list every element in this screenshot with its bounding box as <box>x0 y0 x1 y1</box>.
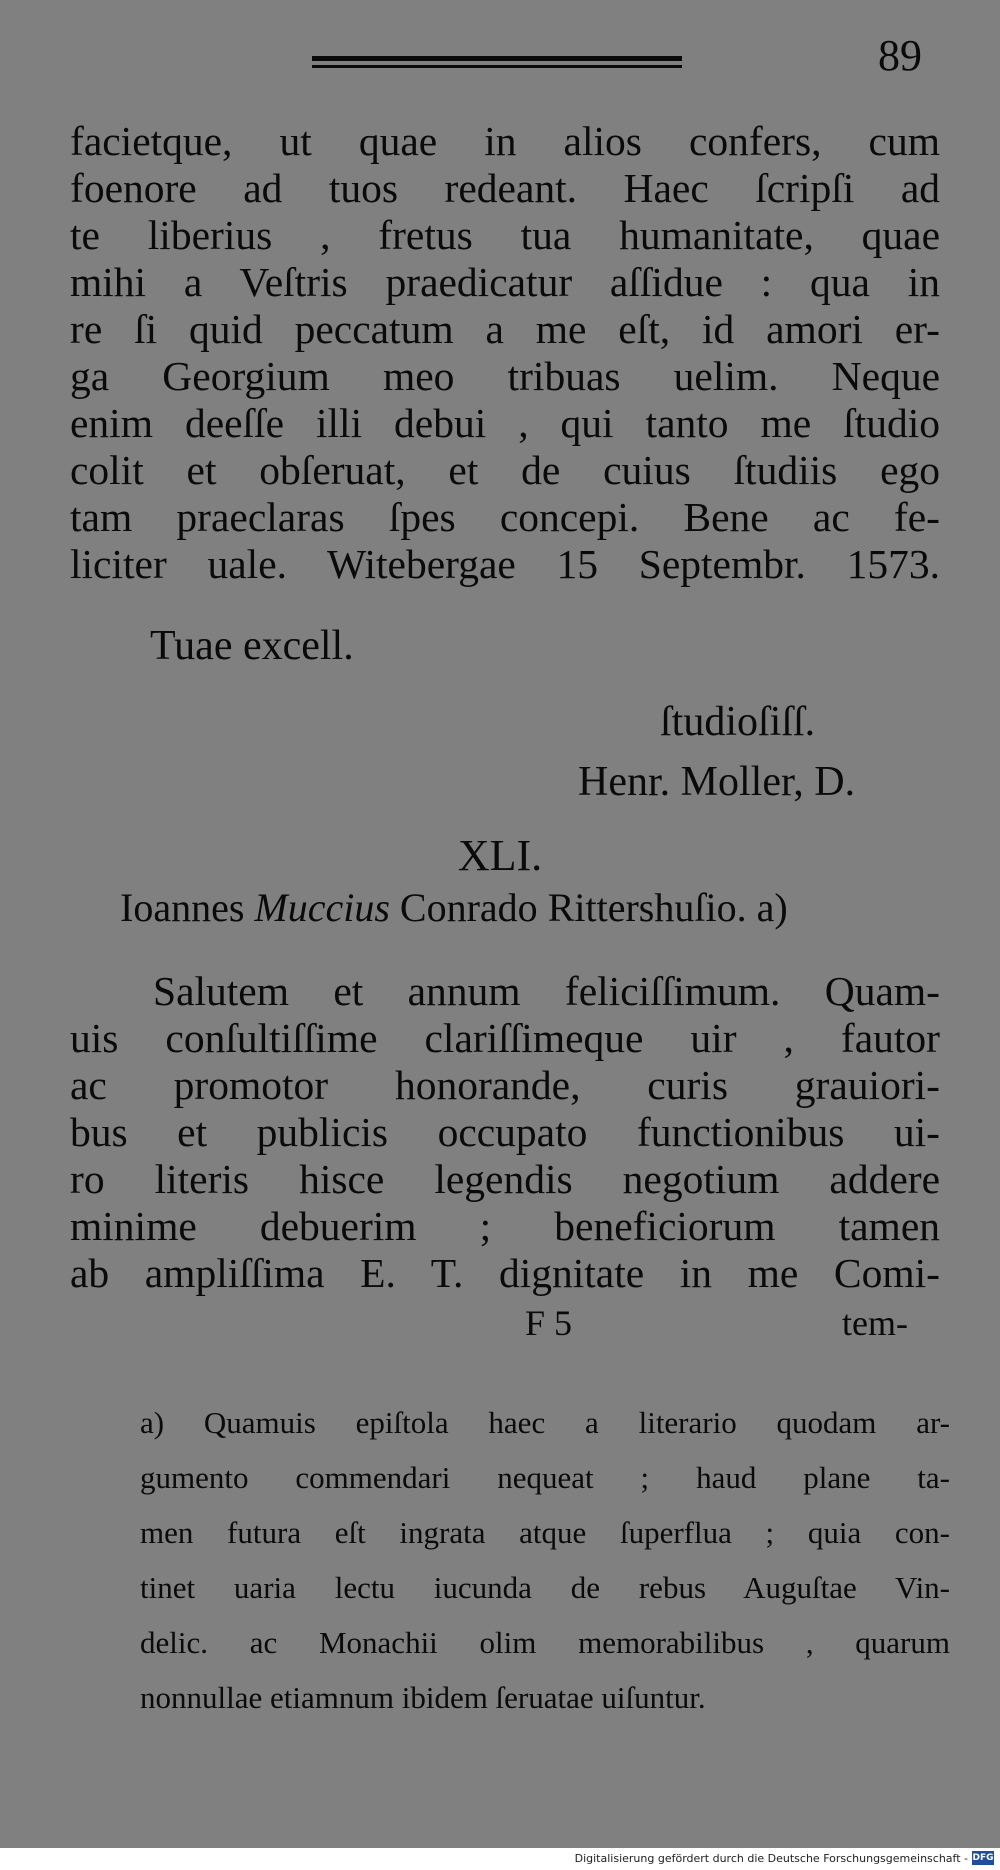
footnote-line: men futura eſt ingrata atque ſuperflua ; quia con- <box>140 1515 950 1550</box>
footnote-line: a) Quamuis epiſtola haec a literario quodam ar- <box>140 1405 950 1440</box>
text-line: bus et publicis occupato functionibus ui- <box>70 1109 940 1155</box>
footnote-line: tinet uaria lectu iucunda de rebus Auguſtae Vin- <box>140 1570 950 1605</box>
text-line: mihi a Veſtris praedicatur aſſidue : qua in <box>70 259 940 305</box>
header-rule-thick <box>312 56 682 61</box>
header-double-rule <box>312 56 682 70</box>
footnote-reference: a) <box>746 885 788 930</box>
text-line: ac promotor honorande, curis grauiori- <box>70 1062 940 1108</box>
letter-number: XLI. <box>457 831 543 880</box>
text-line: enim deeſſe illi debui , qui tanto me ſtudio <box>70 400 940 446</box>
text-line: ga Georgium meo tribuas uelim. Neque <box>70 353 940 399</box>
footnote-line: gumento commendari nequeat ; haud plane ta- <box>140 1460 950 1495</box>
text-line: minime debuerim ; beneficiorum tamen <box>70 1203 940 1249</box>
closing-word: ſtudioſiſſ. <box>660 699 816 745</box>
previous-letter-body <box>70 118 940 588</box>
heading-recipient-name: Rittershuſio. <box>547 885 747 930</box>
salutation: Tuae excell. <box>150 623 354 669</box>
text-line: facietque, ut quae in alios confers, cum <box>70 118 940 164</box>
footnote <box>140 1395 950 1725</box>
catchword: tem- <box>842 1303 908 1343</box>
footnote-line: delic. ac Monachii olim memorabilibus , quarum <box>140 1625 950 1660</box>
heading-author-name: Muccius <box>254 885 390 930</box>
dfg-logo: DFG <box>972 1853 994 1863</box>
text-line: uis conſultiſſime clariſſimeque uir , fautor <box>70 1015 940 1061</box>
header-rule-thin <box>312 65 682 68</box>
text-line: foenore ad tuos redeant. Haec ſcripſi ad <box>70 165 940 211</box>
page-number: 89 <box>878 31 922 80</box>
text-line: ro literis hisce legendis negotium addere <box>70 1156 940 1202</box>
text-line: ab ampliſſima E. T. dignitate in me Comi- <box>70 1250 940 1296</box>
digitization-credit: Digitalisierung gefördert durch die Deutsche Forschungsgemeinschaft - <box>574 1852 968 1865</box>
text-line: tam praeclaras ſpes concepi. Bene ac fe- <box>70 494 940 540</box>
signature-mark: F 5 <box>525 1303 573 1343</box>
signature: Henr. Moller, D. <box>578 759 856 805</box>
footnote-line: nonnullae etiamnum ibidem ſeruatae uiſuntur. <box>140 1680 706 1715</box>
letter-heading <box>120 884 788 931</box>
text-line: te liberius , fretus tua humanitate, quae <box>70 212 940 258</box>
text-line: re ſi quid peccatum a me eſt, id amori er- <box>70 306 940 352</box>
text-line: colit et obſeruat, et de cuius ſtudiis ego <box>70 447 940 493</box>
text-line: liciter uale. Witebergae 15 Septembr. 1573. <box>70 541 940 587</box>
new-letter-body <box>70 968 940 1297</box>
heading-text: Ioannes <box>120 885 255 930</box>
text-line: Salutem et annum feliciſſimum. Quam- <box>153 968 940 1014</box>
heading-text: Conrado <box>389 885 548 930</box>
